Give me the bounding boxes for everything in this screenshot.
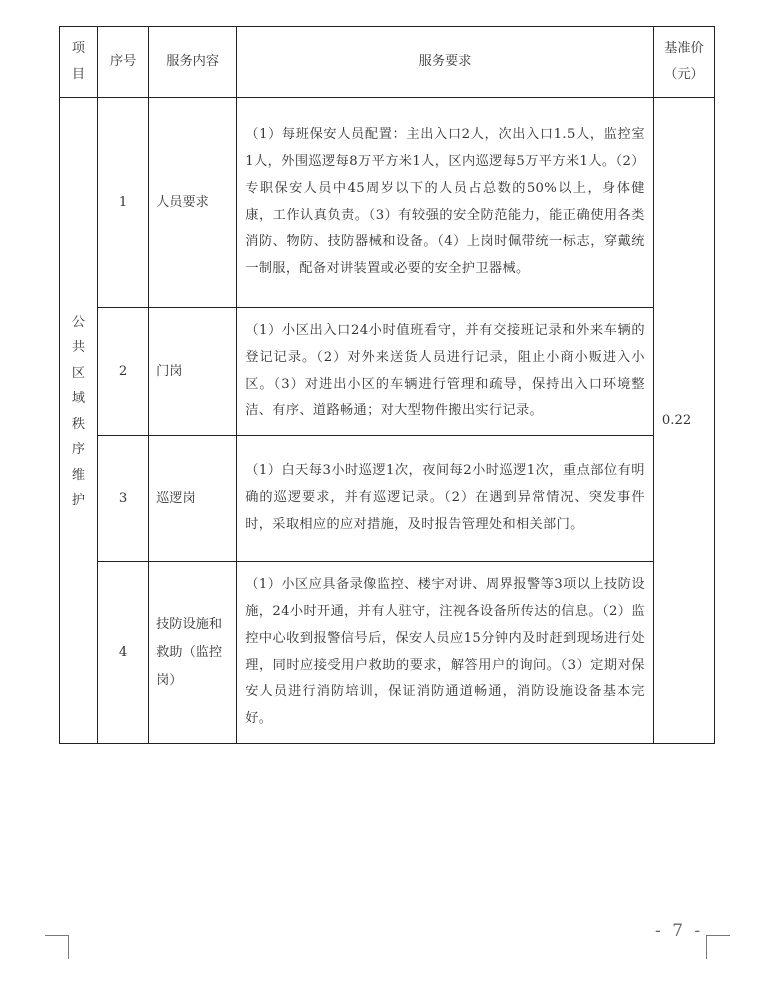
header-price xyxy=(653,27,714,98)
crop-mark-left-horizontal xyxy=(45,935,69,936)
row-seq: 2 xyxy=(98,308,149,436)
table-header-row xyxy=(60,27,715,98)
base-price: 0.22 xyxy=(653,98,714,744)
service-standard-table xyxy=(59,26,715,744)
crop-mark-right-horizontal xyxy=(706,935,730,936)
row-content: 门岗 xyxy=(149,308,237,436)
row-requirement: （1）每班保安人员配置：主出入口2人，次出入口1.5人，监控室1人，外围巡逻每8万平方米1人，区内巡逻每5万平方米1人。（2）专职保安人员中45周岁以下的人员占总数的50%以上，身体健康，工作认真负责。（3）有较强的安全防范能力，能正确使用各类消防、物防、技防器械和设备。（4）上岗时佩带统一标志，穿戴统一制服，配备对讲装置或必要的安全护卫器械。 xyxy=(237,98,654,308)
header-requirement: 服务要求 xyxy=(237,27,654,98)
row-requirement: （1）小区出入口24小时值班看守，并有交接班记录和外来车辆的登记记录。（2）对外来送货人员进行记录，阻止小商小贩进入小区。（3）对进出小区的车辆进行管理和疏导，保持出入口环境整洁、有序、道路畅通；对大型物件搬出实行记录。 xyxy=(237,308,654,436)
row-seq: 4 xyxy=(98,562,149,744)
crop-mark-right-vertical xyxy=(706,935,707,959)
table-row xyxy=(60,308,715,436)
table-row xyxy=(60,98,715,308)
row-content: 巡逻岗 xyxy=(149,436,237,562)
crop-mark-left-vertical xyxy=(68,935,69,959)
project-name-cell xyxy=(60,98,98,744)
header-project: 项目 xyxy=(60,27,98,98)
header-seq: 序号 xyxy=(98,27,149,98)
header-price-line2: （元） xyxy=(664,67,704,82)
page-number: - 7 - xyxy=(655,921,704,941)
header-price-line1: 基准价 xyxy=(664,41,704,56)
row-requirement: （1）小区应具备录像监控、楼宇对讲、周界报警等3项以上技防设施，24小时开通，并有人驻守，注视各设备所传达的信息。（2）监控中心收到报警信号后，保安人员应15分钟内及时赶到现场进行处理，同时应接受用户救助的要求，解答用户的询问。（3）定期对保安人员进行消防培训，保证消防通道畅通，消防设施设备基本完好。 xyxy=(237,562,654,744)
project-name: 公共区域秩序维护 xyxy=(71,314,86,508)
table-row xyxy=(60,562,715,744)
row-content: 技防设施和救助（监控岗） xyxy=(149,562,237,744)
table-row xyxy=(60,436,715,562)
row-content: 人员要求 xyxy=(149,98,237,308)
row-seq: 3 xyxy=(98,436,149,562)
row-requirement: （1）白天每3小时巡逻1次，夜间每2小时巡逻1次，重点部位有明确的巡逻要求，并有巡逻记录。（2）在遇到异常情况、突发事件时，采取相应的应对措施，及时报告管理处和相关部门。 xyxy=(237,436,654,562)
header-content: 服务内容 xyxy=(149,27,237,98)
row-seq: 1 xyxy=(98,98,149,308)
